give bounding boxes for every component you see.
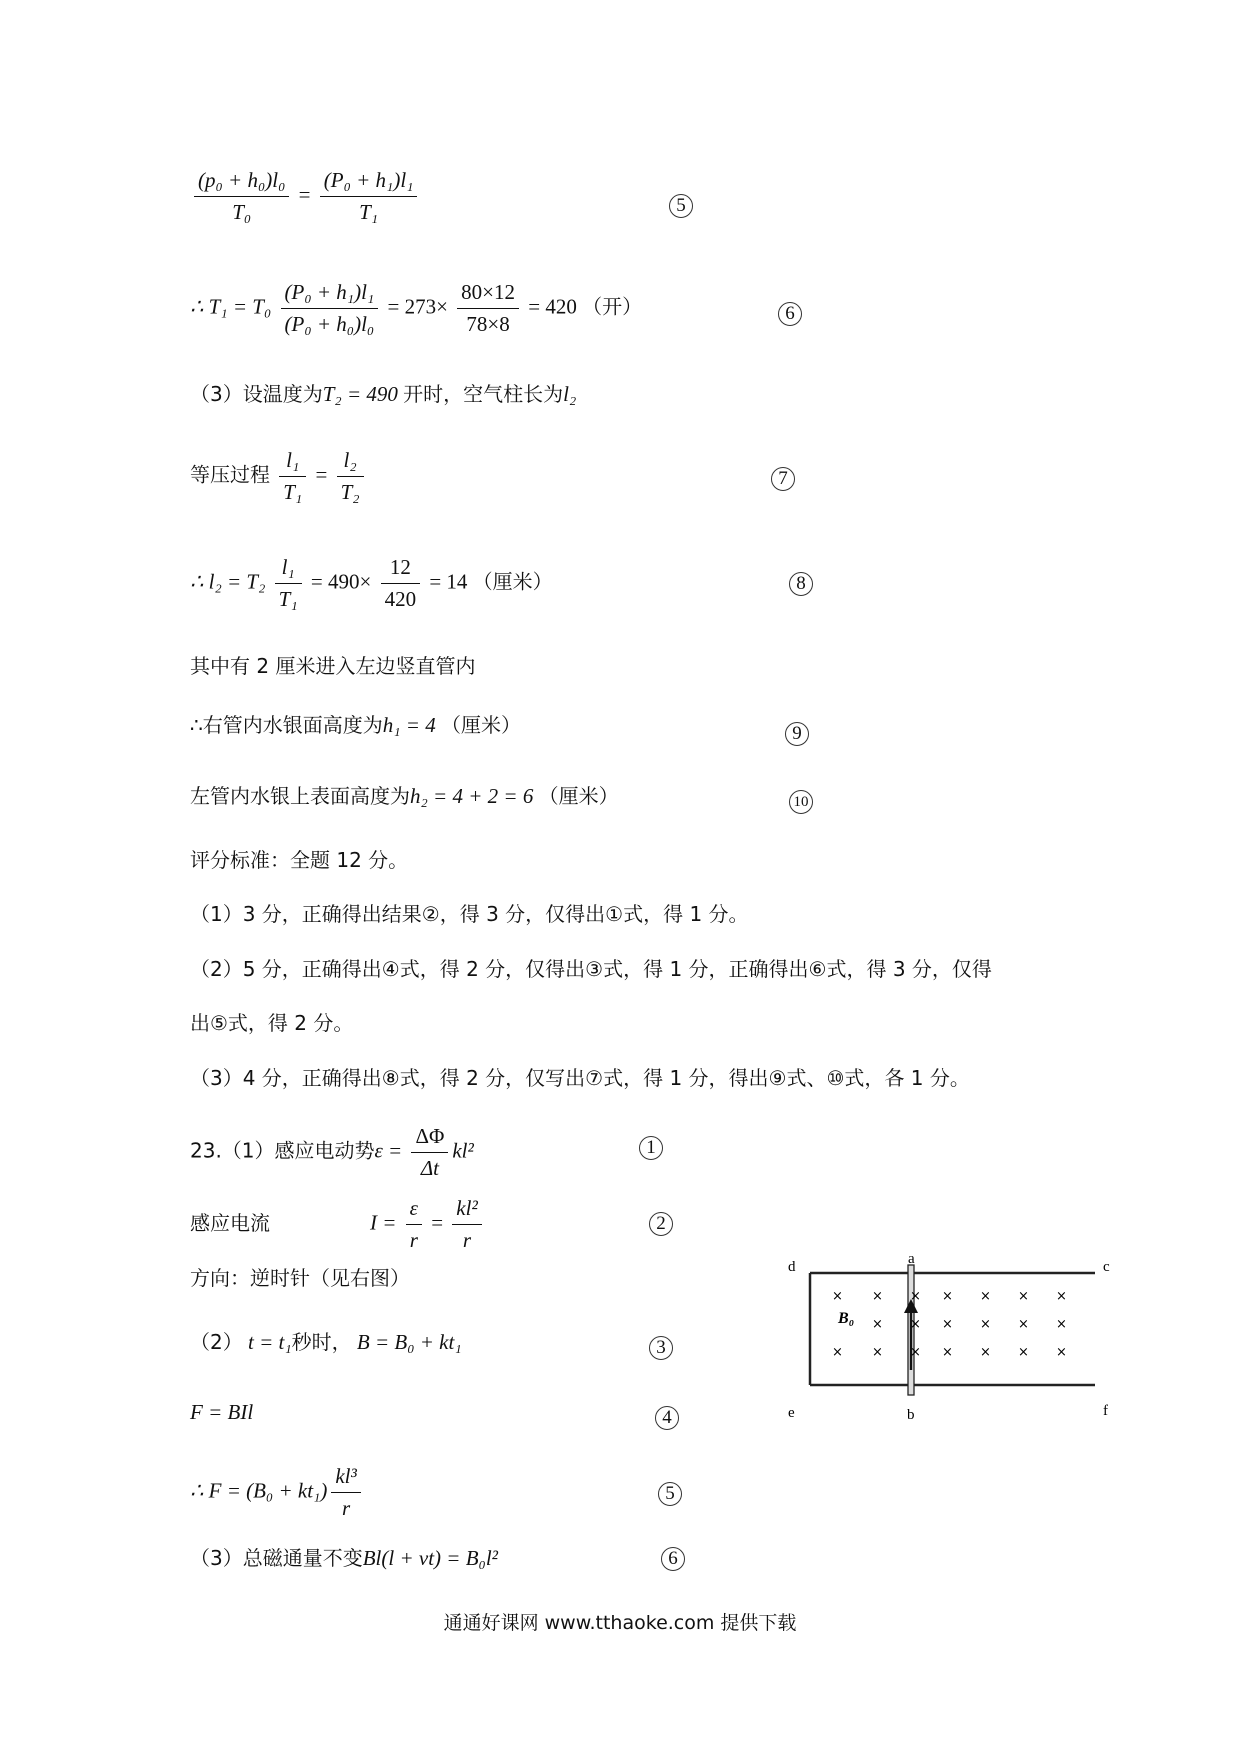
equation-5: $\frac{\text{(p₀ + h₀)l₀}}{\text{T₀}}$ = $\frac{\text{(P₀ + h₁)l₁}}{\text{T₁}}$ [190,168,421,225]
eq8-result: = 14 [429,569,468,594]
field-cross: × [1056,1317,1067,1332]
eq7-num1: l₁ [279,448,306,477]
magnetic-field-figure [780,1255,1130,1435]
eq7-num2: l₂ [337,448,364,477]
field-cross: × [1018,1345,1029,1360]
eq6-frac-numerator: (P₀ + h₁)l₁ [281,280,379,309]
q23-force: F = BIl [190,1400,254,1424]
q3-intro-line [190,382,576,407]
label-c: c [1103,1259,1110,1275]
label-B0: B₀ [838,1310,855,1327]
marker-q23-4: 4 [655,1406,679,1430]
field-cross: × [1056,1289,1067,1304]
eq7-den1: T₁ [283,480,303,505]
label-f: f [1103,1403,1108,1419]
equation-9 [190,713,521,738]
label-d: d [788,1259,796,1275]
marker-7: 7 [771,467,795,491]
q3-intro: （3）设温度为 [190,382,323,406]
eq6-frac2-numerator: 80×12 [457,280,519,309]
eq6-unit: （开） [582,294,643,319]
eq5-lhs-denominator: T₀ [232,200,252,225]
eq10-text: 左管内水银上表面高度为 [190,784,410,808]
marker-8: 8 [789,572,813,596]
marker-6: 6 [778,302,802,326]
scoring-part2b: 出⑤式，得 2 分。 [190,1011,354,1035]
emf-lhs: ε = [374,1138,403,1163]
eq5-rhs-denominator: T₁ [359,200,379,225]
eq7-den2: T₂ [340,480,360,505]
label-a: a [908,1255,915,1267]
eq8-frac2-numerator: 12 [381,555,421,584]
emf-numerator: ΔΦ [411,1124,448,1153]
q23-intro: 23.（1）感应电动势 [190,1138,375,1163]
field-cross: × [910,1317,921,1332]
current-den2: r [462,1228,472,1253]
force2-numerator: kl³ [331,1464,360,1493]
field-cross: × [942,1317,953,1332]
scoring-part2a: （2）5 分，正确得出④式，得 2 分，仅得出③式，得 1 分，正确得出⑥式，得 3 分，仅得 [190,957,992,981]
q3-rest: 开时，空气柱长为 [403,382,564,406]
q23-force2 [190,1464,365,1521]
equation-7: 等压过程 $\frac{\text{l₁}}{\text{T₁}}$ = $\frac{\text{l₂}}{\text{T₂}}$ [190,448,368,505]
equation-6 [190,280,642,337]
current-num1: ε [406,1196,422,1225]
eq5-lhs-numerator: (p₀ + h₀)l₀ [194,168,289,197]
eq9-text: ∴右管内水银面高度为 [190,713,383,737]
eq8-frac-denominator: T₁ [278,587,298,612]
q23-emf [190,1124,474,1181]
p2-intro: （2） [190,1330,243,1354]
current-label: 感应电流 [190,1210,270,1235]
eq8-frac2-denominator: 420 [384,587,417,612]
field-cross: × [872,1345,883,1360]
eq6-mid: = 273× [387,294,448,319]
eq9-unit: （厘米） [440,713,521,737]
label-b: b [907,1407,915,1423]
field-cross: × [910,1289,921,1304]
marker-q23-6: 6 [661,1547,685,1571]
field-cross: × [942,1345,953,1360]
marker-5: 5 [669,194,693,218]
current-lhs: I = [370,1210,397,1235]
field-cross: × [1018,1317,1029,1332]
field-cross: × [942,1289,953,1304]
q3-l2: l₂ [563,382,577,406]
eq8-prefix: ∴ l₂ = T₂ [190,569,266,594]
field-cross: × [910,1345,921,1360]
scoring-title: 评分标准：全题 12 分。 [190,848,409,872]
eq8-mid: = 490× [310,569,372,594]
field-cross: × [980,1317,991,1332]
scoring-part1: （1）3 分，正确得出结果②，得 3 分，仅得出①式，得 1 分。 [190,902,749,926]
q23-part2 [190,1330,462,1355]
footer-source: 通通好课网 www.tthaoke.com 提供下载 [443,1612,797,1634]
eq8-frac-numerator: l₁ [275,555,302,584]
q3-t2: T₂ = 490 [322,382,398,406]
field-cross: × [832,1345,843,1360]
eq10-unit: （厘米） [538,784,619,808]
equation-8 [190,555,553,612]
current-num2: kl² [452,1196,481,1225]
p2-mid: 秒时， [291,1330,352,1354]
q23-direction: 方向：逆时针（见右图） [190,1266,410,1290]
emf-denominator: Δt [420,1156,439,1181]
marker-q23-5: 5 [658,1482,682,1506]
eq6-frac2-denominator: 78×8 [466,312,510,337]
eq8-unit: （厘米） [472,569,553,594]
field-cross: × [980,1345,991,1360]
label-e: e [788,1405,795,1421]
force2-denominator: r [341,1496,351,1521]
field-cross: × [980,1289,991,1304]
marker-10: 10 [789,790,813,814]
field-cross: × [832,1289,843,1304]
eq5-rhs-numerator: (P₀ + h₁)l₁ [320,168,418,197]
force2-lhs: ∴ F = (B₀ + kt₁) [190,1478,328,1503]
p3-eq: Bl(l + vt) = B₀l² [362,1546,498,1570]
emf-rhs: kl² [452,1138,474,1163]
field-cross: × [1056,1345,1067,1360]
scoring-part3: （3）4 分，正确得出⑧式，得 2 分，仅写出⑦式，得 1 分，得出⑨式、⑩式，各 1 分。 [190,1066,970,1090]
eq7-label: 等压过程 [190,462,270,487]
q23-current: 感应电流 I = $\frac{\varepsilon}{r}$ = $\frac{\text{kl²}}{r}$ [190,1196,486,1253]
field-cross: × [872,1289,883,1304]
field-cross: × [872,1317,883,1332]
p2-t: t = t₁ [247,1330,292,1354]
p3-intro: （3）总磁通量不变 [190,1546,363,1570]
marker-q23-1: 1 [639,1136,663,1160]
eq6-prefix: ∴ T₁ = T₀ [190,294,272,319]
eq9-math: h₁ = 4 [382,713,436,737]
eq6-frac-denominator: (P₀ + h₀)l₀ [284,312,375,337]
marker-q23-3: 3 [649,1336,673,1360]
q23-part3 [190,1546,498,1571]
text-2cm: 其中有 2 厘米进入左边竖直管内 [190,654,476,678]
marker-q23-2: 2 [649,1212,673,1236]
equation-10 [190,784,619,809]
marker-9: 9 [785,722,809,746]
field-crosses [832,1289,1067,1360]
current-den1: r [409,1228,418,1253]
field-cross: × [1018,1289,1029,1304]
p2-b: B = B₀ + kt₁ [356,1330,462,1354]
eq10-math: h₂ = 4 + 2 = 6 [410,784,534,808]
eq6-result: = 420 [528,294,577,319]
